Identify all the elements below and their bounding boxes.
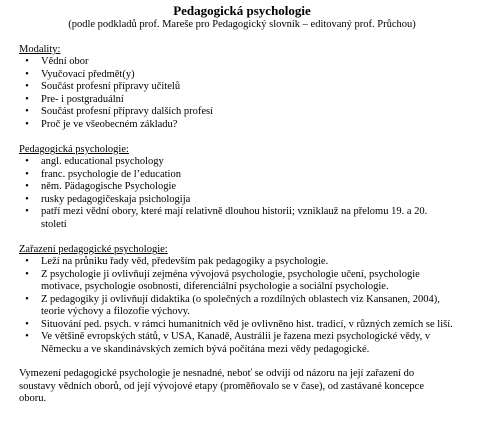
bullet-icon: •: [25, 268, 29, 280]
bullet-icon: •: [25, 93, 29, 105]
bullet-icon: •: [25, 193, 29, 205]
section-zarazeni: [19, 243, 453, 356]
list-item: • Z psychologie ji ovlivňují zejména vývojová psychologie, psychologie učení, psychologie motivace, psychologie osobnosti, diferenciální psychologie a sociální psychologie.: [19, 269, 453, 294]
section-pedagogicka-psychologie: [19, 143, 453, 231]
section-spacer: [19, 131, 453, 143]
bullet-icon: •: [25, 318, 29, 330]
section-heading-zarazeni: Zařazení pedagogické psychologie:: [19, 244, 168, 255]
bullet-icon: •: [25, 331, 29, 342]
bullet-icon: •: [25, 56, 29, 67]
list-item: • Z pedagogiky ji ovlivňují didaktika (o společných a rozdílných oblastech viz Kansanen, 2004), teorie výchovy a filozofie výchovy.: [19, 294, 453, 319]
section-spacer: [19, 356, 453, 368]
bullet-icon: •: [25, 106, 29, 117]
bullet-icon: •: [25, 81, 29, 92]
list-item: • Pre- i postgraduální: [19, 94, 453, 107]
bullet-icon: •: [25, 156, 29, 167]
bullet-list-zarazeni: [19, 256, 453, 356]
bullet-icon: •: [25, 256, 29, 267]
bullet-list-modality: [19, 56, 453, 131]
bullet-icon: •: [25, 206, 29, 217]
bullet-list-pedagogicka-psychologie: [19, 156, 453, 231]
list-item: • Vyučovací předmět(y): [19, 69, 453, 82]
list-item: • Proč je ve všeobecném základu?: [19, 119, 453, 132]
bullet-icon: •: [25, 68, 29, 80]
bullet-icon: •: [25, 118, 29, 130]
list-item: • Situování ped. psych. v rámci humanitních věd je ovlivněno hist. tradicí, v různých zemích se liší.: [19, 319, 453, 332]
list-item: • franc. psychologie de l’education: [19, 169, 453, 182]
list-item: • něm. Pädagogische Psychologie: [19, 181, 453, 194]
document-title: Pedagogická psychologie: [173, 3, 311, 18]
bullet-icon: •: [25, 293, 29, 305]
section-modality: [19, 43, 453, 131]
document-subtitle: (podle podkladů prof. Mareše pro Pedagogický slovník – editovaný prof. Průchou): [68, 19, 416, 30]
list-item: • Vědní obor: [19, 56, 453, 69]
closing-paragraph: Vymezení pedagogické psychologie je nesnadné, neboť se odvíjí od názoru na její zařazení do soustavy vědních oborů, od její vývojové etapy (proměňovalo se v čase), od zastávané koncepce oboru.: [19, 368, 424, 404]
list-item: • rusky pedagogičeskaja psichologija: [19, 194, 453, 207]
section-heading-modality: Modality:: [19, 44, 61, 55]
section-spacer: [19, 231, 453, 243]
section-heading-pedagogicka-psychologie: Pedagogická psychologie:: [19, 144, 129, 155]
list-item: • Leží na průniku řady věd, především pak pedagogiky a psychologie.: [19, 256, 453, 269]
list-item: • Součást profesní přípravy učitelů: [19, 81, 453, 94]
bullet-icon: •: [25, 181, 29, 192]
list-item: • Součást profesní přípravy dalších profesí: [19, 106, 453, 119]
bullet-icon: •: [25, 168, 29, 180]
list-item: • angl. educational psychology: [19, 156, 453, 169]
list-item: • Ve většině evropských států, v USA, Kanadě, Austrálii je řazena mezi psychologické vědy, v Německu a ve skandinávských zemích bývá počítána mezi vědy pedagogické.: [19, 331, 453, 356]
list-item: • patří mezi vědní obory, které mají relativně dlouhou historii; vzniklauž na přelomu 19. a 20. století: [19, 206, 453, 231]
